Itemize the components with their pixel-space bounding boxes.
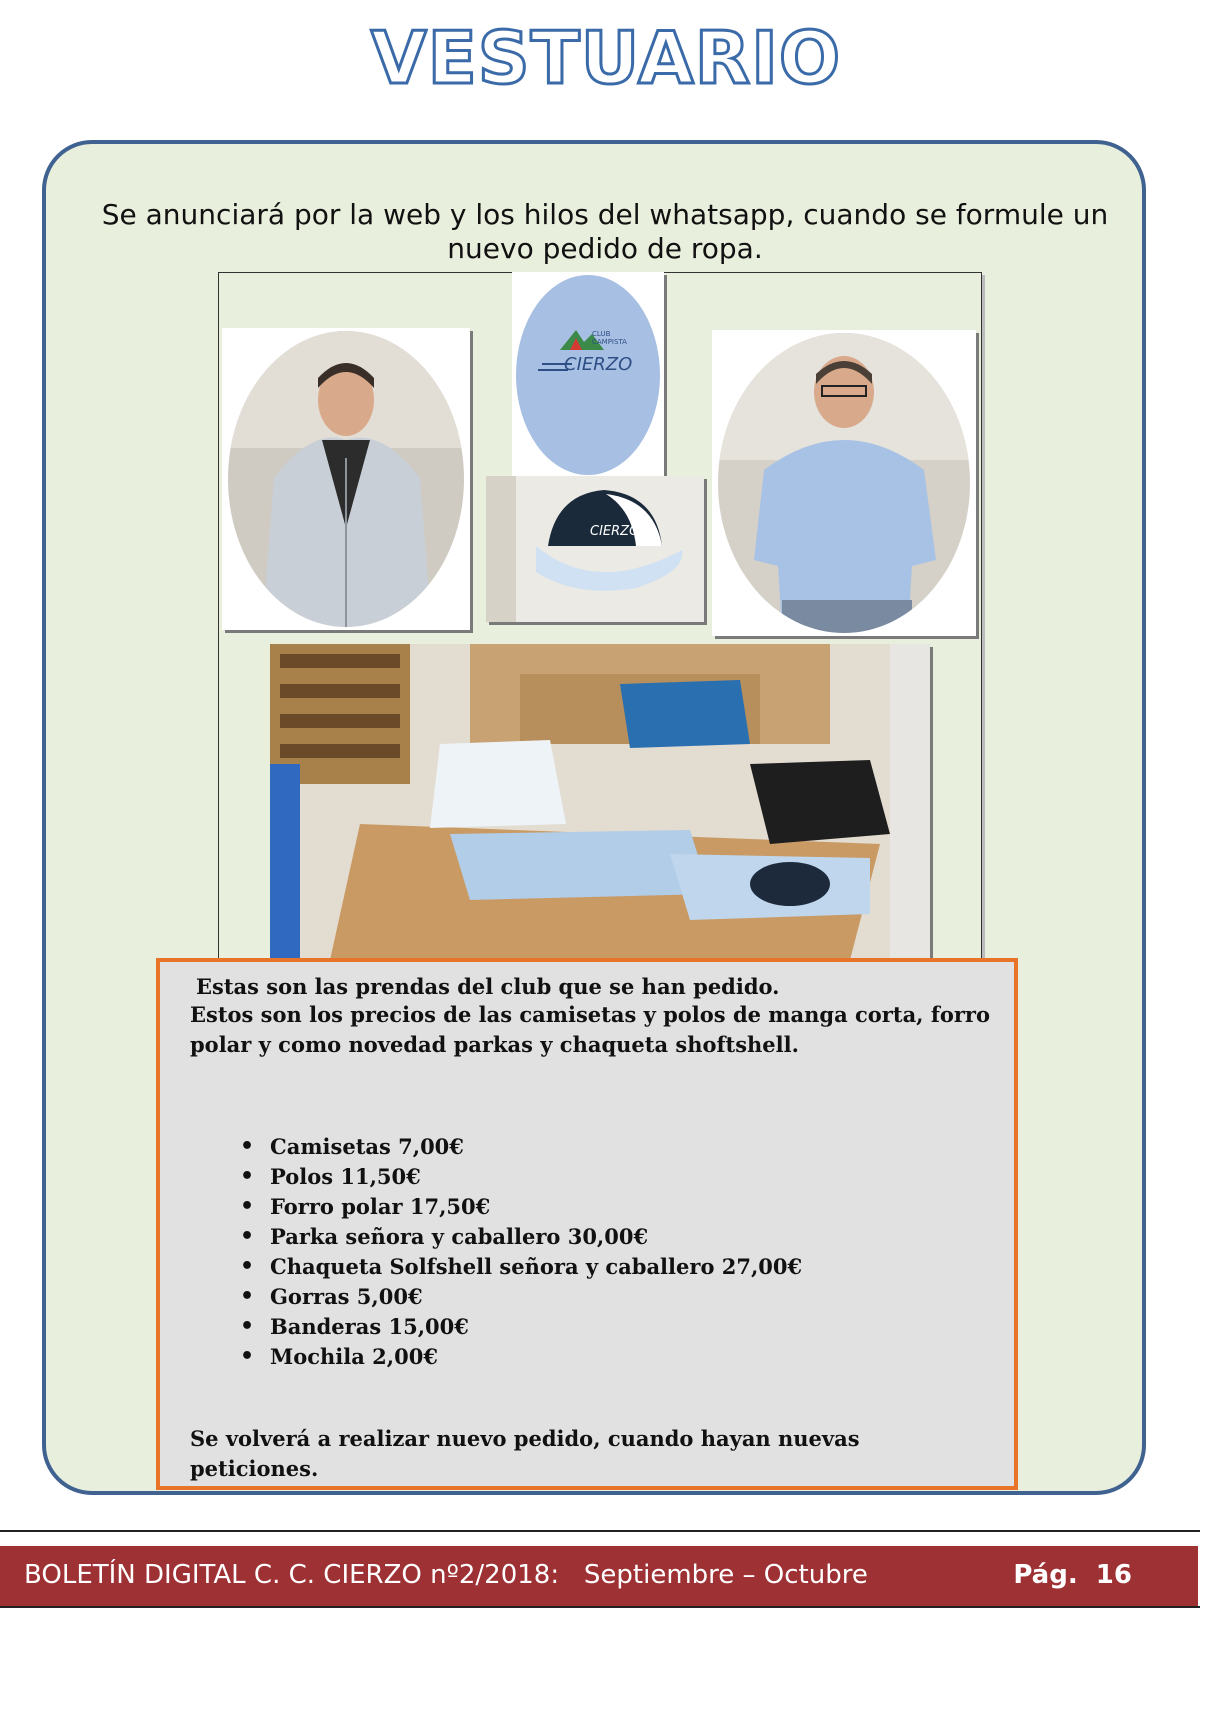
bullet-icon: •: [240, 1344, 255, 1369]
photo-embroidered-logo: [512, 272, 664, 478]
price-list: [240, 1132, 802, 1372]
price-item: Forro polar 17,50€: [270, 1194, 491, 1219]
list-item: [240, 1252, 802, 1282]
cap-logo-text: CIERZO: [590, 524, 640, 539]
footer-top-rule: [0, 1530, 1200, 1532]
footer-bar: [0, 1546, 1198, 1606]
list-item: [240, 1312, 802, 1342]
photo-fleece-jacket: [222, 328, 470, 630]
logo-club-text: CLUB CAMPISTA: [592, 330, 627, 346]
cap-image: [486, 476, 704, 622]
price-item: Polos 11,50€: [270, 1164, 421, 1189]
price-item: Banderas 15,00€: [270, 1314, 469, 1339]
price-item: Parka señora y caballero 30,00€: [270, 1224, 649, 1249]
intro-text: Se anunciará por la web y los hilos del whatsapp, cuando se formule un nuevo pedido de ropa.: [101, 198, 1109, 265]
photo-cap: [486, 476, 704, 622]
embroidered-logo-image: [512, 272, 664, 478]
list-item: [240, 1192, 802, 1222]
page-number: Pág. 16: [1013, 1560, 1132, 1590]
price-item: Mochila 2,00€: [270, 1344, 438, 1369]
bullet-icon: •: [240, 1134, 255, 1159]
logo-cierzo-text: CIERZO: [564, 354, 633, 375]
bullet-icon: •: [240, 1314, 255, 1339]
fleece-jacket-image: [222, 328, 470, 630]
bullet-icon: •: [240, 1254, 255, 1279]
bullet-icon: •: [240, 1224, 255, 1249]
info-paragraph-2: Estos son los precios de las camisetas y polos de manga corta, forro polar y como novedad parkas y chaqueta shoftshell.: [190, 1002, 990, 1057]
footer-bottom-rule: [0, 1606, 1200, 1608]
photo-tshirt: [712, 330, 976, 636]
list-item: [240, 1282, 802, 1312]
list-item: [240, 1222, 802, 1252]
photo-clothing-storeroom: [270, 644, 930, 960]
price-item: Camisetas 7,00€: [270, 1134, 464, 1159]
bullet-icon: •: [240, 1164, 255, 1189]
footer-publication-label: BOLETÍN DIGITAL C. C. CIERZO nº2/2018: Septiembre – Octubre: [24, 1560, 868, 1590]
storeroom-image: [270, 644, 930, 960]
list-item: [240, 1342, 802, 1372]
bullet-icon: •: [240, 1284, 255, 1309]
price-item: Gorras 5,00€: [270, 1284, 423, 1309]
info-paragraph-1: Estas son las prendas del club que se han pedido.: [196, 974, 780, 999]
prices-info-box: [156, 958, 1018, 1490]
list-item: [240, 1162, 802, 1192]
page-title: VESTUARIO: [370, 16, 842, 100]
tshirt-image: [712, 330, 976, 636]
list-item: [240, 1132, 802, 1162]
info-paragraph-3: Se volverá a realizar nuevo pedido, cuando hayan nuevas peticiones.: [190, 1426, 860, 1481]
bullet-icon: •: [240, 1194, 255, 1219]
price-item: Chaqueta Solfshell señora y caballero 27,00€: [270, 1254, 803, 1279]
